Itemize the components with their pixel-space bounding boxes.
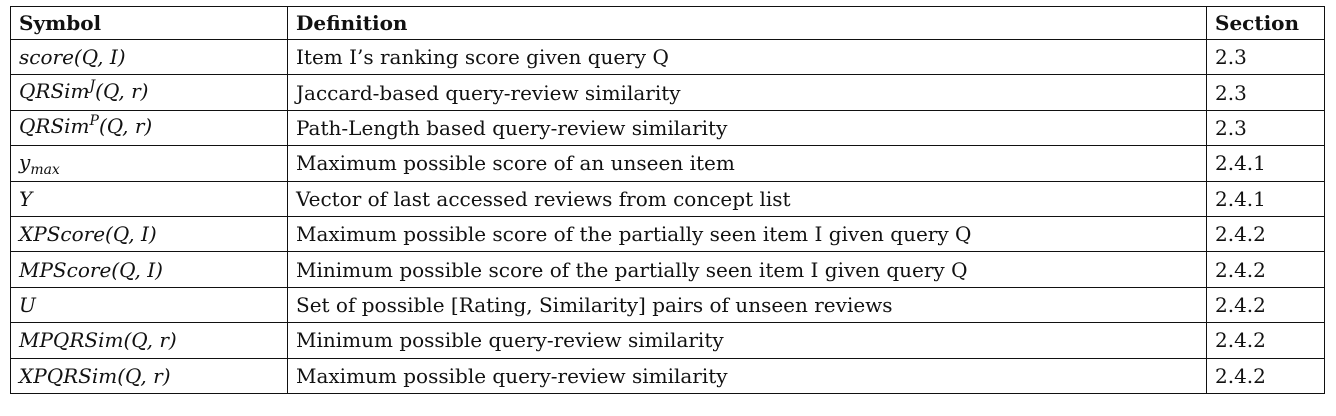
symbol-cell xyxy=(11,75,288,110)
definition-cell: Maximum possible score of the partially seen item I given query Q xyxy=(288,216,1207,251)
table-row xyxy=(11,287,1325,322)
symbol-base: XPQRSim(Q, r) xyxy=(19,363,171,388)
symbol-cell xyxy=(11,323,288,358)
symbol-cell xyxy=(11,287,288,322)
symbol-cell xyxy=(11,358,288,393)
definition-cell: Path-Length based query-review similarity xyxy=(288,110,1207,145)
table-row xyxy=(11,216,1325,251)
table-row xyxy=(11,40,1325,75)
definition-cell: Vector of last accessed reviews from concept list xyxy=(288,181,1207,216)
symbol-base: MPScore(Q, I) xyxy=(19,257,163,282)
symbol-base: Y xyxy=(19,186,33,211)
symbol-base: score(Q, I) xyxy=(19,45,126,70)
table-row xyxy=(11,110,1325,145)
definition-cell: Set of possible [Rating, Similarity] pairs of unseen reviews xyxy=(288,287,1207,322)
symbol-base: U xyxy=(19,292,36,317)
symbol-cell xyxy=(11,216,288,251)
symbol-superscript: P xyxy=(89,113,99,130)
symbol-cell xyxy=(11,110,288,145)
table-row xyxy=(11,181,1325,216)
section-cell: 2.3 xyxy=(1207,40,1325,75)
symbol-base: XPScore(Q, I) xyxy=(19,222,157,247)
section-cell: 2.4.2 xyxy=(1207,358,1325,393)
table-row xyxy=(11,323,1325,358)
definition-cell: Item I’s ranking score given query Q xyxy=(288,40,1207,75)
table-row xyxy=(11,75,1325,110)
header-row xyxy=(11,7,1325,40)
section-cell: 2.4.2 xyxy=(1207,252,1325,287)
definition-cell: Maximum possible score of an unseen item xyxy=(288,146,1207,181)
symbol-cell xyxy=(11,252,288,287)
notation-table xyxy=(10,6,1325,394)
definition-cell: Minimum possible query-review similarity xyxy=(288,323,1207,358)
symbol-base: QRSim xyxy=(19,114,90,139)
table-row xyxy=(11,146,1325,181)
header-definition: Definition xyxy=(288,7,1207,40)
symbol-args: (Q, r) xyxy=(95,79,149,104)
header-symbol: Symbol xyxy=(11,7,288,40)
definition-cell: Jaccard-based query-review similarity xyxy=(288,75,1207,110)
symbol-cell xyxy=(11,40,288,75)
table-row xyxy=(11,358,1325,393)
header-section: Section xyxy=(1207,7,1325,40)
table-row xyxy=(11,252,1325,287)
section-cell: 2.4.2 xyxy=(1207,287,1325,322)
section-cell: 2.4.2 xyxy=(1207,323,1325,358)
symbol-base: QRSim xyxy=(19,79,90,104)
section-cell: 2.3 xyxy=(1207,110,1325,145)
definition-cell: Maximum possible query-review similarity xyxy=(288,358,1207,393)
section-cell: 2.4.1 xyxy=(1207,181,1325,216)
symbol-base: y xyxy=(19,149,31,174)
section-cell: 2.4.2 xyxy=(1207,216,1325,251)
symbol-superscript: J xyxy=(89,78,96,95)
symbol-subscript: max xyxy=(30,161,60,178)
symbol-cell xyxy=(11,181,288,216)
symbol-cell xyxy=(11,146,288,181)
definition-cell: Minimum possible score of the partially seen item I given query Q xyxy=(288,252,1207,287)
symbol-args: (Q, r) xyxy=(98,114,153,139)
section-cell: 2.3 xyxy=(1207,75,1325,110)
section-cell: 2.4.1 xyxy=(1207,146,1325,181)
symbol-base: MPQRSim(Q, r) xyxy=(19,328,177,353)
